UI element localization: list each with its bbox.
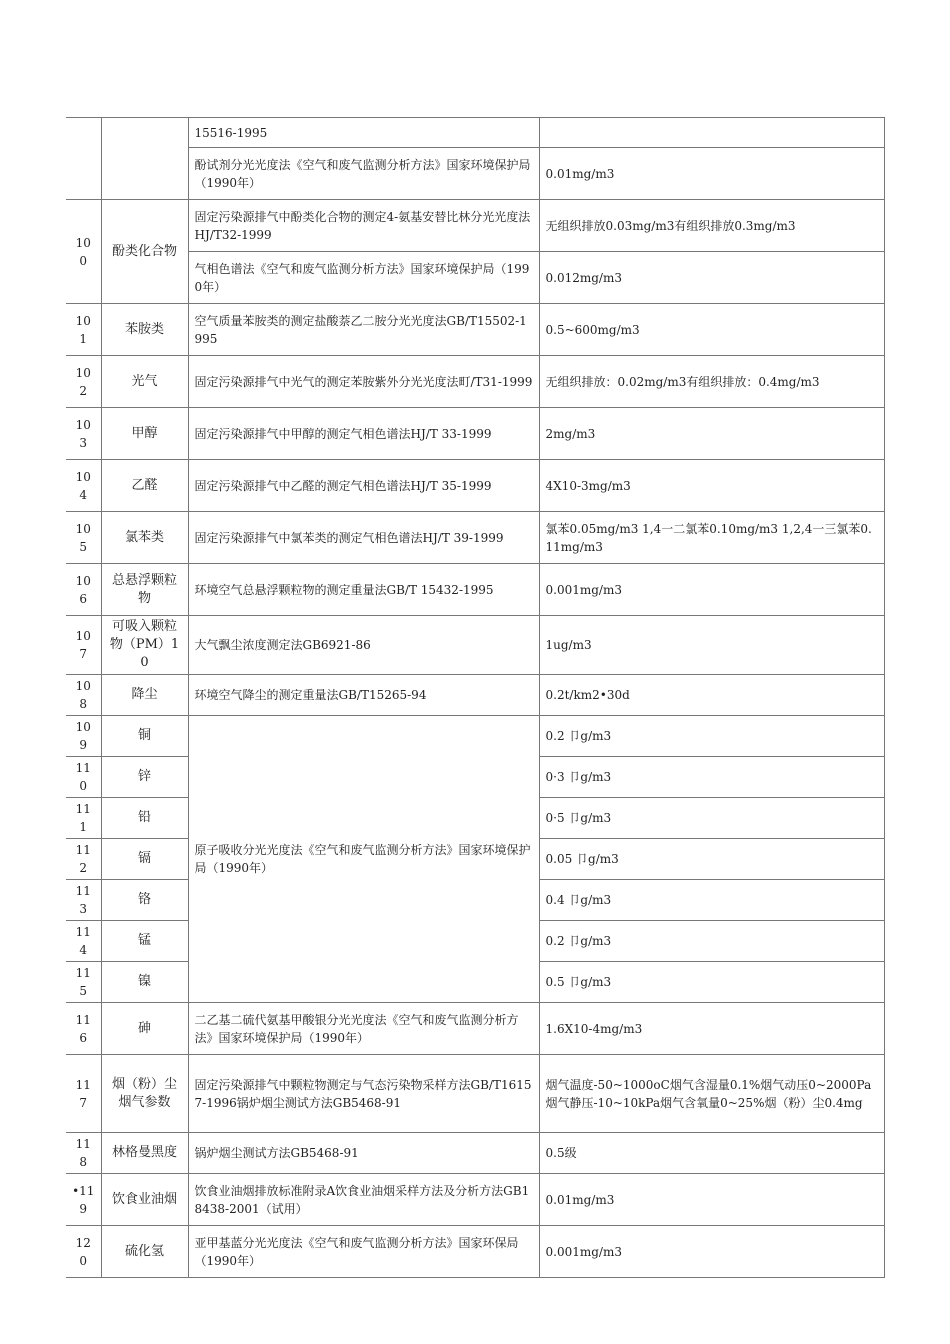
item-name bbox=[101, 118, 188, 200]
item-name: 锰 bbox=[101, 921, 188, 962]
item-name: 降尘 bbox=[101, 675, 188, 716]
row-number: 120 bbox=[66, 1226, 101, 1278]
row-number: 102 bbox=[66, 356, 101, 408]
method-cell: 环境空气降尘的测定重量法GB/T15265-94 bbox=[188, 675, 539, 716]
item-name: 林格曼黑度 bbox=[101, 1133, 188, 1174]
detection-limit: 0.5 卩g/m3 bbox=[539, 962, 884, 1003]
table-row bbox=[66, 118, 884, 148]
detection-limit: 4X10-3mg/m3 bbox=[539, 460, 884, 512]
item-name: 铅 bbox=[101, 798, 188, 839]
row-number: 115 bbox=[66, 962, 101, 1003]
method-cell: 二乙基二硫代氨基甲酸银分光光度法《空气和废气监测分析方法》国家环境保护局（1990年） bbox=[188, 1003, 539, 1055]
row-number: 108 bbox=[66, 675, 101, 716]
item-name: 光气 bbox=[101, 356, 188, 408]
item-name: 硫化氢 bbox=[101, 1226, 188, 1278]
row-number: 101 bbox=[66, 304, 101, 356]
table-row bbox=[66, 408, 884, 460]
detection-limit: 无组织排放0.03mg/m3有组织排放0.3mg/m3 bbox=[539, 200, 884, 252]
row-number bbox=[66, 118, 101, 200]
item-name: 烟（粉）尘烟气参数 bbox=[101, 1055, 188, 1133]
table-row bbox=[66, 512, 884, 564]
detection-limit: 0.5~600mg/m3 bbox=[539, 304, 884, 356]
row-number: 104 bbox=[66, 460, 101, 512]
detection-limit: 0.2 卩g/m3 bbox=[539, 921, 884, 962]
method-cell: 饮食业油烟排放标准附录A饮食业油烟采样方法及分析方法GB18438-2001（试用） bbox=[188, 1174, 539, 1226]
method-cell: 亚甲基蓝分光光度法《空气和废气监测分析方法》国家环保局（1990年） bbox=[188, 1226, 539, 1278]
row-number: 107 bbox=[66, 616, 101, 675]
row-number: 100 bbox=[66, 200, 101, 304]
table-row bbox=[66, 304, 884, 356]
item-name: 铜 bbox=[101, 716, 188, 757]
method-cell: 固定污染源排气中酚类化合物的测定4-氨基安替比林分光光度法HJ/T32-1999 bbox=[188, 200, 539, 252]
row-number: 111 bbox=[66, 798, 101, 839]
method-cell: 固定污染源排气中颗粒物测定与气态污染物采样方法GB/T16157-1996锅炉烟尘测试方法GB5468-91 bbox=[188, 1055, 539, 1133]
detection-limit: 烟气温度-50~1000oC烟气含湿量0.1%烟气动压0~2000Pa烟气静压-10~10kPa烟气含氧量0~25%烟（粉）尘0.4mg bbox=[539, 1055, 884, 1133]
item-name: 可吸入颗粒物（PM）10 bbox=[101, 616, 188, 675]
detection-limit: 0.01mg/m3 bbox=[539, 148, 884, 200]
item-name: 甲醇 bbox=[101, 408, 188, 460]
table-row bbox=[66, 716, 884, 757]
row-number: 116 bbox=[66, 1003, 101, 1055]
item-name: 锌 bbox=[101, 757, 188, 798]
method-cell: 固定污染源排气中光气的测定苯胺紫外分光光度法町/T31-1999 bbox=[188, 356, 539, 408]
detection-limit: 0.05 卩g/m3 bbox=[539, 839, 884, 880]
method-cell: 锅炉烟尘测试方法GB5468-91 bbox=[188, 1133, 539, 1174]
method-cell: 15516-1995 bbox=[188, 118, 539, 148]
detection-limit: 0.5级 bbox=[539, 1133, 884, 1174]
row-number: 112 bbox=[66, 839, 101, 880]
row-number: •119 bbox=[66, 1174, 101, 1226]
method-cell: 原子吸收分光光度法《空气和废气监测分析方法》国家环境保护局（1990年） bbox=[188, 716, 539, 1003]
detection-limit: 0.001mg/m3 bbox=[539, 1226, 884, 1278]
detection-limit: 1.6X10-4mg/m3 bbox=[539, 1003, 884, 1055]
monitoring-methods-table bbox=[66, 117, 885, 1278]
table-row bbox=[66, 1055, 884, 1133]
detection-limit: 0.01mg/m3 bbox=[539, 1174, 884, 1226]
method-cell: 空气质量苯胺类的测定盐酸萘乙二胺分光光度法GB/T15502-1995 bbox=[188, 304, 539, 356]
method-cell: 大气飘尘浓度测定法GB6921-86 bbox=[188, 616, 539, 675]
detection-limit: 0.4 卩g/m3 bbox=[539, 880, 884, 921]
detection-limit: 无组织排放：0.02mg/m3有组织排放：0.4mg/m3 bbox=[539, 356, 884, 408]
item-name: 酚类化合物 bbox=[101, 200, 188, 304]
detection-limit: 2mg/m3 bbox=[539, 408, 884, 460]
detection-limit: 1ug/m3 bbox=[539, 616, 884, 675]
table-row bbox=[66, 675, 884, 716]
row-number: 113 bbox=[66, 880, 101, 921]
table-row bbox=[66, 616, 884, 675]
method-cell: 固定污染源排气中甲醇的测定气相色谱法HJ/T 33-1999 bbox=[188, 408, 539, 460]
item-name: 砷 bbox=[101, 1003, 188, 1055]
detection-limit: 0.001mg/m3 bbox=[539, 564, 884, 616]
detection-limit: 0.2 卩g/m3 bbox=[539, 716, 884, 757]
detection-limit: 0·5 卩g/m3 bbox=[539, 798, 884, 839]
table-row bbox=[66, 564, 884, 616]
item-name: 铬 bbox=[101, 880, 188, 921]
method-cell: 酚试剂分光光度法《空气和废气监测分析方法》国家环境保护局（1990年） bbox=[188, 148, 539, 200]
item-name: 苯胺类 bbox=[101, 304, 188, 356]
detection-limit: 0.2t/km2•30d bbox=[539, 675, 884, 716]
detection-limit: 0·3 卩g/m3 bbox=[539, 757, 884, 798]
row-number: 114 bbox=[66, 921, 101, 962]
row-number: 117 bbox=[66, 1055, 101, 1133]
item-name: 总悬浮颗粒物 bbox=[101, 564, 188, 616]
detection-limit: 氯苯0.05mg/m3 1,4一二氯苯0.10mg/m3 1,2,4一三氯苯0.11mg/m3 bbox=[539, 512, 884, 564]
item-name: 镍 bbox=[101, 962, 188, 1003]
row-number: 118 bbox=[66, 1133, 101, 1174]
item-name: 乙醛 bbox=[101, 460, 188, 512]
table-row bbox=[66, 252, 884, 304]
table-row bbox=[66, 200, 884, 252]
item-name: 氯苯类 bbox=[101, 512, 188, 564]
method-cell: 固定污染源排气中乙醛的测定气相色谱法HJ/T 35-1999 bbox=[188, 460, 539, 512]
table-row bbox=[66, 1226, 884, 1278]
method-cell: 气相色谱法《空气和废气监测分析方法》国家环境保护局（1990年） bbox=[188, 252, 539, 304]
table-row bbox=[66, 148, 884, 200]
table-row bbox=[66, 356, 884, 408]
item-name: 镉 bbox=[101, 839, 188, 880]
row-number: 109 bbox=[66, 716, 101, 757]
table-row bbox=[66, 1133, 884, 1174]
detection-limit: 0.012mg/m3 bbox=[539, 252, 884, 304]
row-number: 110 bbox=[66, 757, 101, 798]
row-number: 105 bbox=[66, 512, 101, 564]
row-number: 103 bbox=[66, 408, 101, 460]
table-row bbox=[66, 460, 884, 512]
table-row bbox=[66, 1174, 884, 1226]
detection-limit bbox=[539, 118, 884, 148]
method-cell: 固定污染源排气中氯苯类的测定气相色谱法HJ/T 39-1999 bbox=[188, 512, 539, 564]
method-cell: 环境空气总悬浮颗粒物的测定重量法GB/T 15432-1995 bbox=[188, 564, 539, 616]
item-name: 饮食业油烟 bbox=[101, 1174, 188, 1226]
row-number: 106 bbox=[66, 564, 101, 616]
table-row bbox=[66, 1003, 884, 1055]
